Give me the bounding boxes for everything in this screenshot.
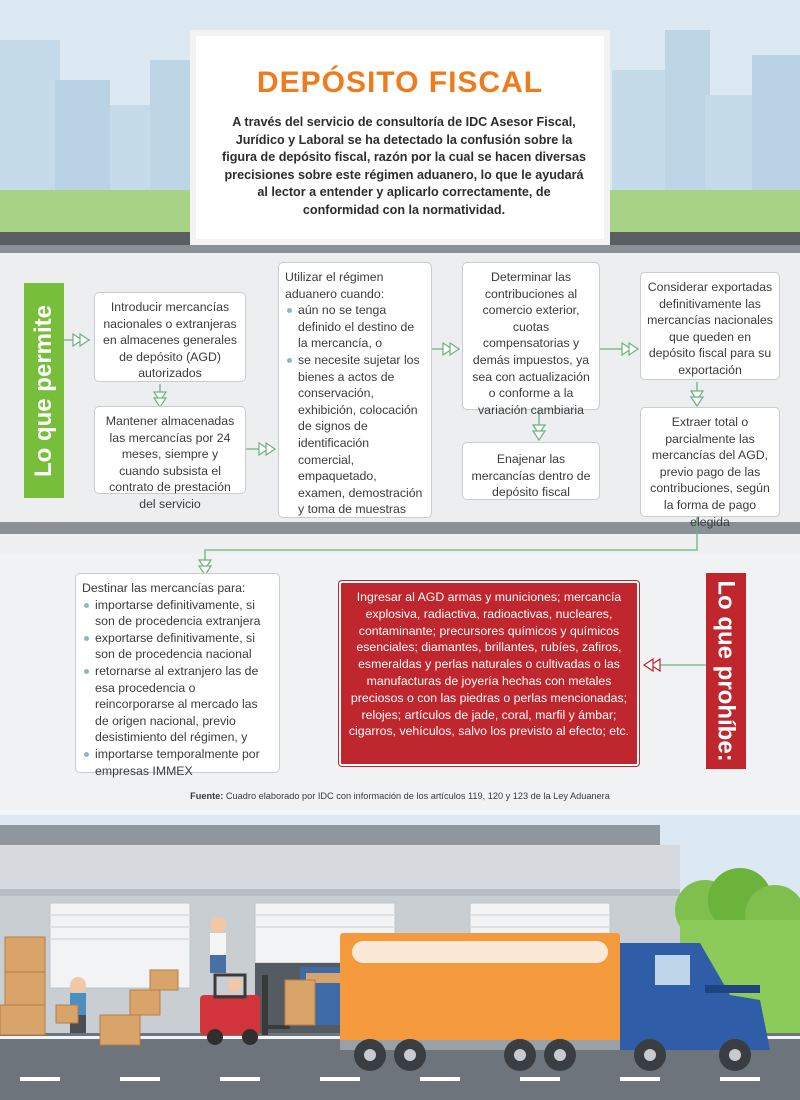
- permite-box-considerar: Considerar exportadas definitivamente las mercancías nacionales que queden en depósito fiscal para su exportación: [640, 272, 780, 380]
- warehouse-illustration: [0, 815, 800, 1100]
- permite-label-text: Lo que permite: [30, 304, 57, 477]
- prohibe-box: Ingresar al AGD armas y municiones; mercancía explosiva, radiactiva, radioactivas, nucleares, contaminante; precursores químicos y químicos esenciales; diamantes, brillantes, rubíes, zafiros, esmeraldas y perlas naturales o cultivadas o las manufacturas de joyería hechas con metales preciosos o con las piedras o perlas mencionadas; relojes; artículos de jade, coral, marfil y ámbar; cigarros, vehículos, salvo los previsto al efecto; etc.: [339, 581, 639, 766]
- permite-box-introducir: Introducir mercancías nacionales o extranjeras en almacenes generales de depósito (AGD) autorizados: [94, 292, 246, 382]
- source-text: Cuadro elaborado por IDC con información de los artículos 119, 120 y 123 de la Ley Aduanera: [225, 791, 610, 801]
- utilizar-list: [285, 302, 425, 518]
- list-item: importarse definitivamente, si son de procedencia extranjera: [82, 597, 273, 630]
- intro-text: A través del servicio de consultoría de IDC Asesor Fiscal, Jurídico y Laboral se ha detectado la confusión sobre la figura de depósito fiscal, razón por la cual se hacen diversas precisiones sobre este régimen aduanero, lo que le ayudará al lector a entender y aplicarlo correctamente, de conformidad con la normatividad.: [222, 115, 586, 217]
- list-item: retornarse al extranjero las de esa procedencia o reincorporarse al mercado las de origen nacional, previo desistimiento del régimen, y: [82, 663, 273, 746]
- permite-box-enajenar: Enajenar las mercancías dentro de depósito fiscal: [462, 442, 600, 500]
- source-label: Fuente:: [190, 791, 224, 801]
- permite-box-utilizar: [278, 262, 432, 518]
- list-item: importarse temporalmente por empresas IMMEX: [82, 746, 273, 779]
- permite-box-utilizar-intro: Utilizar el régimen aduanero cuando:: [285, 270, 385, 301]
- permite-box-extraer: Extraer total o parcialmente las mercancías del AGD, previo pago de las contribuciones, según la forma de pago elegida: [640, 407, 780, 517]
- permite-box-mantener: Mantener almacenadas las mercancías por 24 meses, siempre y cuando subsista el contrato de prestación del servicio: [94, 406, 246, 494]
- list-item: aún no se tenga definido el destino de la mercancía, o: [285, 302, 425, 352]
- page-title: DEPÓSITO FISCAL: [256, 66, 544, 99]
- prohibe-label: [706, 573, 746, 769]
- permite-box-determinar: Determinar las contribuciones al comercio exterior, cuotas compensatorias y demás impuestos, ya sea con actualización o conforme a la variación cambiaria: [462, 262, 600, 410]
- list-item: exportarse definitivamente, si son de procedencia nacional: [82, 630, 273, 663]
- destinar-list: [82, 597, 273, 780]
- permite-box-destinar: [75, 573, 280, 778]
- source-note: [0, 791, 800, 801]
- prohibe-label-text: Lo que prohíbe:: [713, 580, 740, 762]
- permite-label: [24, 283, 64, 498]
- list-item: se necesite sujetar los bienes a actos de conservación, exhibición, colocación de signos de identificación comercial, empaquetado, examen, demostración y toma de muestras: [285, 352, 425, 518]
- permite-box-destinar-intro: Destinar las mercancías para:: [82, 581, 246, 595]
